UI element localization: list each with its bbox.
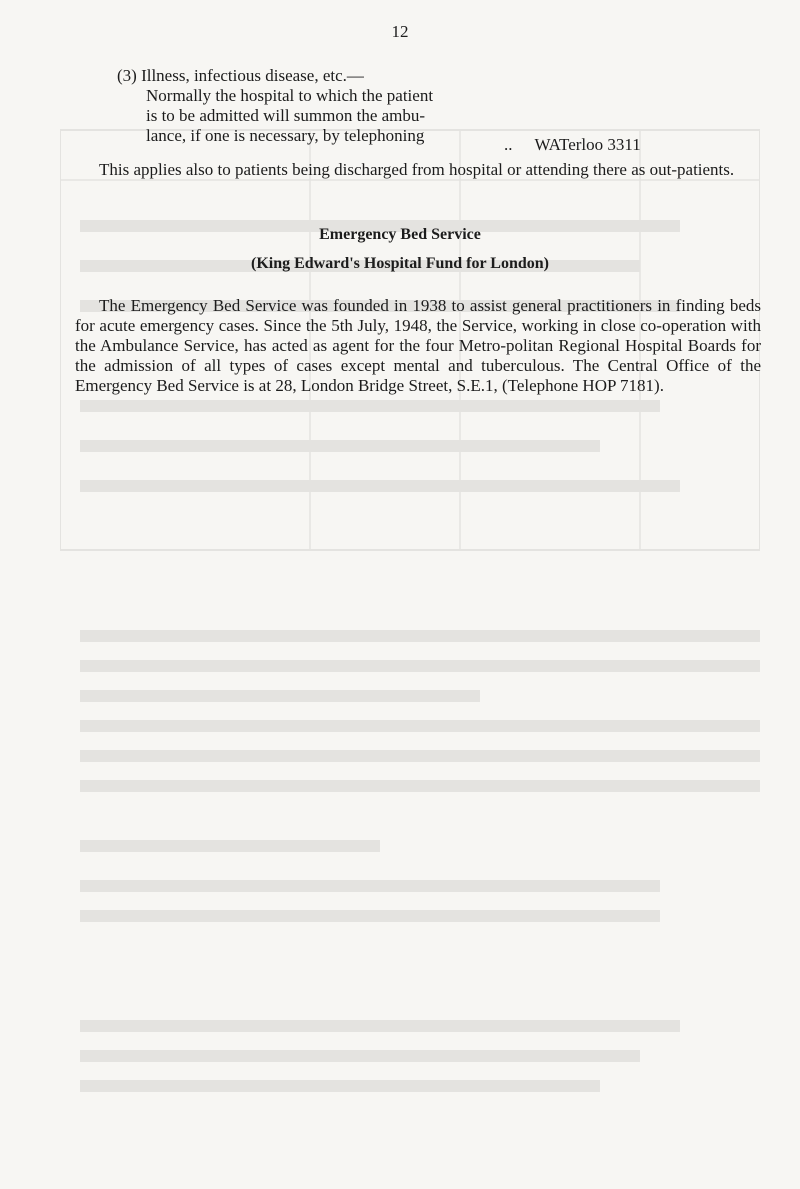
illness-body bbox=[146, 86, 516, 146]
illness-heading: (3) Illness, infectious disease, etc.— bbox=[117, 66, 364, 85]
section-subtitle: (King Edward's Hospital Fund for London) bbox=[250, 255, 549, 272]
section-title: Emergency Bed Service bbox=[319, 226, 481, 243]
section-paragraph: The Emergency Bed Service was founded in 1938 to assist general practitioners in finding beds for acute emergency cases. Since the 5th July, 1948, the Service, working in close co-operation with the Ambulance Service, has acted as agent for the four Metro-politan Regional Hospital Boards for the admission of all types of cases except mental and tuberculous. The Central Office of the Emergency Bed Service is at 28, London Bridge Street, S.E.1, (Telephone HOP 7181). bbox=[75, 296, 761, 395]
leader-dots: .. bbox=[504, 135, 513, 154]
telephone-number: WATerloo 3311 bbox=[534, 135, 641, 154]
illness-line-1: Normally the hospital to which the patient bbox=[146, 86, 434, 105]
page-number: 12 bbox=[391, 22, 409, 41]
illness-line-2: is to be admitted will summon the ambu- bbox=[146, 106, 426, 125]
show-through-background bbox=[60, 60, 760, 1110]
illness-line-3: lance, if one is necessary, by telephoning bbox=[146, 126, 425, 145]
discharge-note: This applies also to patients being discharged from hospital or attending there as out-patients. bbox=[99, 160, 735, 179]
telephone-entry bbox=[504, 135, 641, 155]
illness-item bbox=[117, 66, 737, 154]
